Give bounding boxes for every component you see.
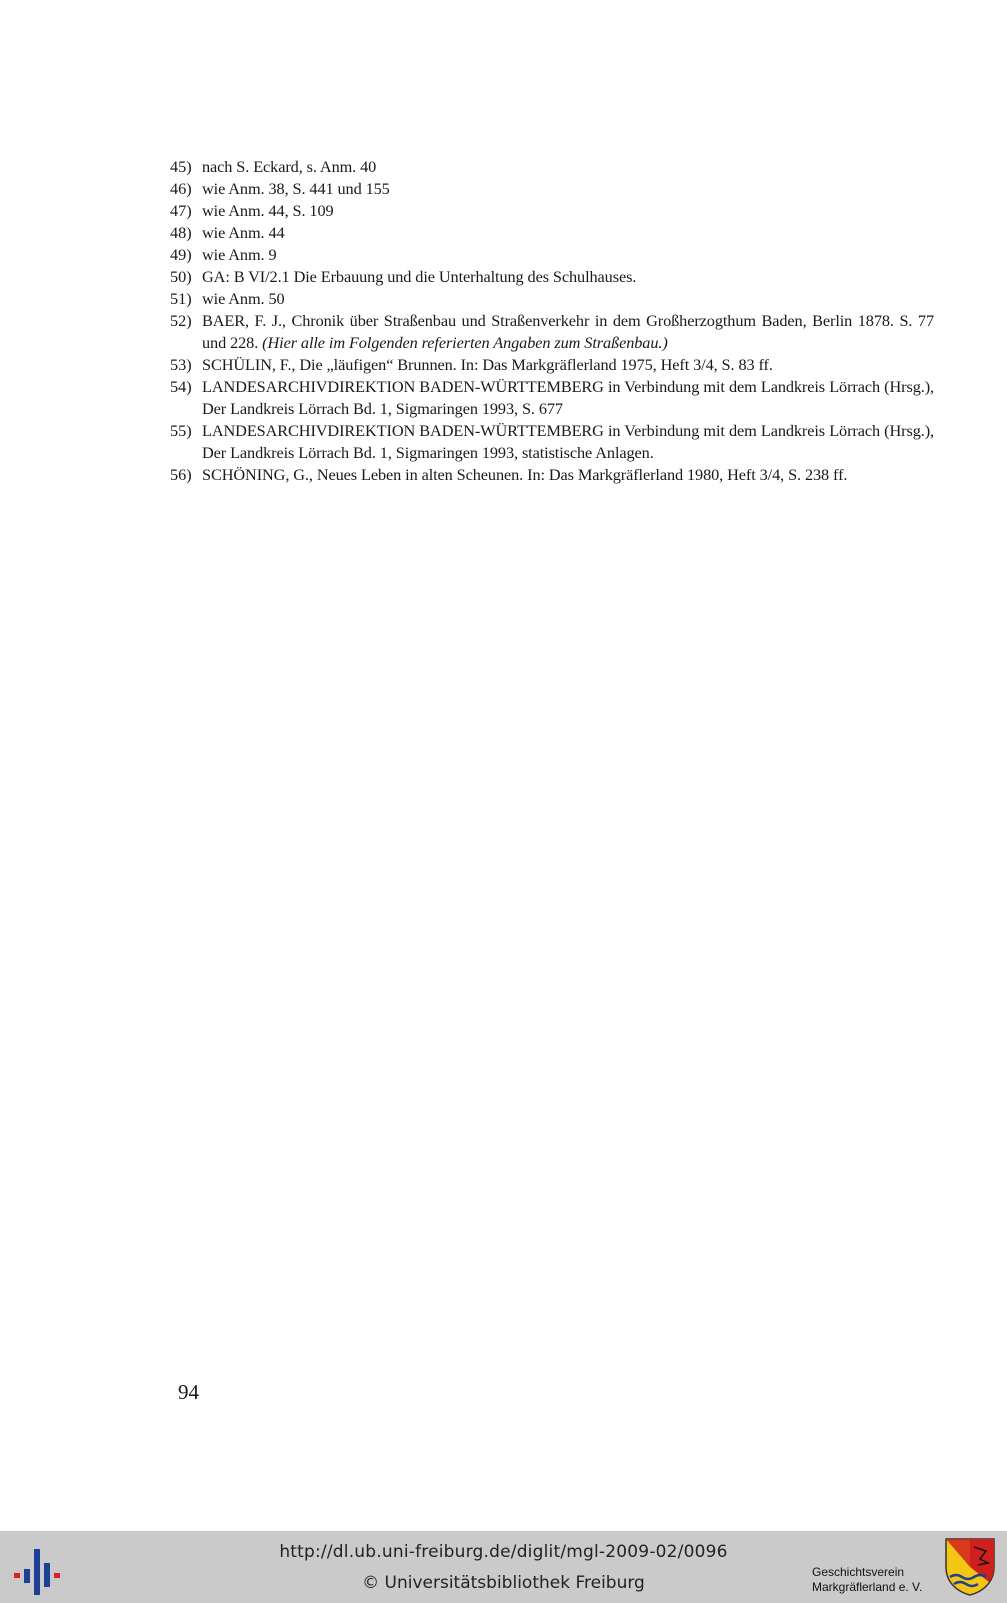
endnotes-list	[170, 156, 934, 486]
endnote-53	[170, 354, 934, 376]
endnote-text: wie Anm. 50	[202, 289, 285, 308]
footer-bar	[0, 1531, 1007, 1603]
endnote-54	[170, 376, 934, 420]
endnote-text: wie Anm. 44	[202, 223, 285, 242]
endnote-text: SCHÜLIN, F., Die „läufigen“ Brunnen. In: Das Markgräflerland 1975, Heft 3/4, S. 83 ff.	[202, 355, 773, 374]
endnote-56	[170, 464, 934, 486]
footer-url-link[interactable]: http://dl.ub.uni-freiburg.de/diglit/mgl-2009-02/0096	[279, 1542, 728, 1562]
verein-label	[812, 1565, 922, 1595]
endnote-text: LANDESARCHIVDIREKTION BADEN-WÜRTTEMBERG in Verbindung mit dem Landkreis Lörrach (Hrsg.), Der Landkreis Lörrach Bd. 1, Sigmaringen 1993, statistische Anlagen.	[202, 421, 934, 462]
endnote-text: SCHÖNING, G., Neues Leben in alten Scheunen. In: Das Markgräflerland 1980, Heft 3/4, S. 238 ff.	[202, 465, 848, 484]
page-number: 94	[178, 1380, 199, 1404]
endnote-number: 48)	[170, 223, 192, 242]
verein-name-line2: Markgräflerland e. V.	[812, 1580, 923, 1594]
endnote-text: LANDESARCHIVDIREKTION BADEN-WÜRTTEMBERG in Verbindung mit dem Landkreis Lörrach (Hrsg.), Der Landkreis Lörrach Bd. 1, Sigmaringen 1993, S. 677	[202, 377, 934, 418]
endnote-52	[170, 310, 934, 354]
endnote-45	[170, 156, 934, 178]
endnote-number: 55)	[170, 421, 192, 440]
endnote-italic-remark: (Hier alle im Folgenden referierten Angaben zum Straßenbau.)	[262, 333, 668, 352]
endnote-50	[170, 266, 934, 288]
verein-name-line1: Geschichtsverein	[812, 1565, 905, 1579]
endnote-number: 47)	[170, 201, 192, 220]
endnote-number: 50)	[170, 267, 192, 286]
endnote-number: 53)	[170, 355, 192, 374]
endnote-text: nach S. Eckard, s. Anm. 40	[202, 157, 377, 176]
endnote-number: 51)	[170, 289, 192, 308]
endnote-text-wrapper	[202, 310, 934, 354]
endnote-number: 52)	[170, 311, 192, 330]
endnote-number: 54)	[170, 377, 192, 396]
endnote-48	[170, 222, 934, 244]
endnote-text: wie Anm. 38, S. 441 und 155	[202, 179, 390, 198]
endnote-number: 49)	[170, 245, 192, 264]
endnote-49	[170, 244, 934, 266]
endnote-text: GA: B VI/2.1 Die Erbauung und die Unterhaltung des Schulhauses.	[202, 267, 637, 286]
endnote-number: 46)	[170, 179, 192, 198]
coat-of-arms-icon	[944, 1537, 996, 1597]
endnote-51	[170, 288, 934, 310]
footer-copyright: © Universitätsbibliothek Freiburg	[362, 1573, 645, 1593]
endnote-text: wie Anm. 9	[202, 245, 277, 264]
endnote-text: wie Anm. 44, S. 109	[202, 201, 334, 220]
endnote-55	[170, 420, 934, 464]
endnote-text: BAER, F. J., Chronik über Straßenbau und Straßenverkehr in dem Großherzogthum Baden, Berlin 1878. S. 77 und 228.	[202, 311, 934, 352]
endnote-47	[170, 200, 934, 222]
endnote-46	[170, 178, 934, 200]
endnote-number: 56)	[170, 465, 192, 484]
endnote-number: 45)	[170, 157, 192, 176]
